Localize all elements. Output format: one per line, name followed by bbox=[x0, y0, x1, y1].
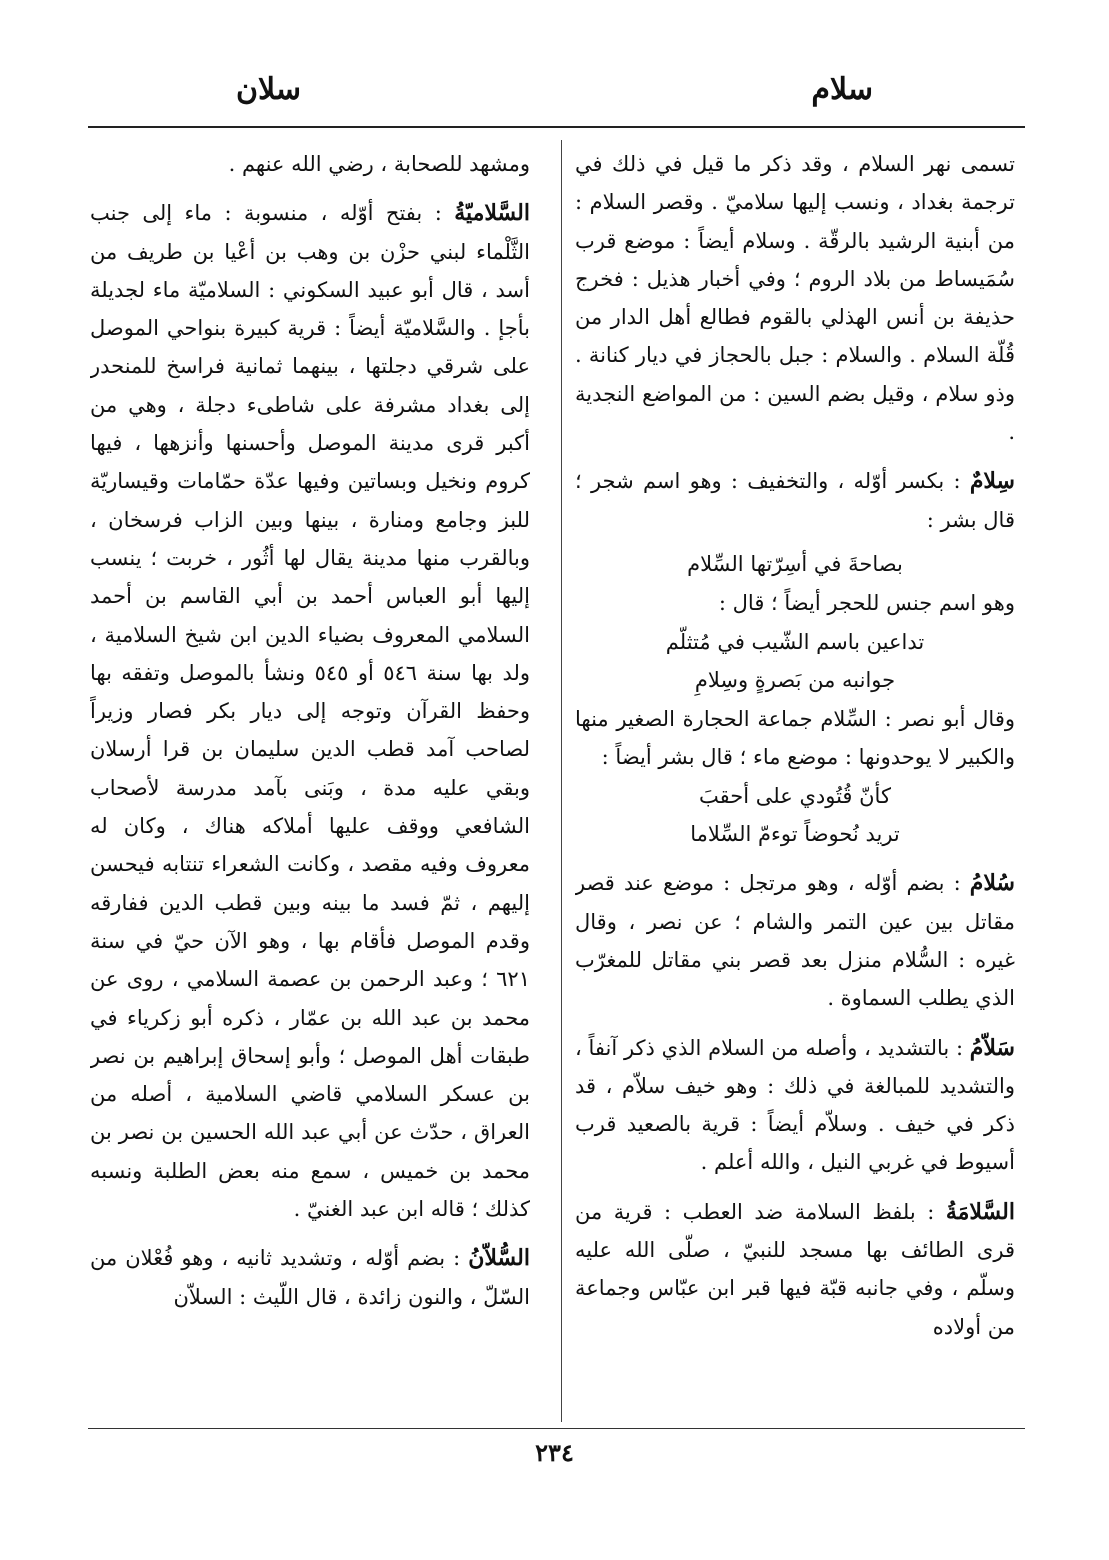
entry-text: : بالتشديد ، وأصله من السلام الذي ذكر آنفاً ، والتشديد للمبالغة في ذلك : وهو خيف سلاّم ، قد ذكر في خيف . وسلاّم أيضاً : قرية بالصعيد قرب أسيوط في غربي النيل ، والله أعلم . bbox=[575, 1035, 1015, 1175]
header-rule bbox=[88, 126, 1025, 128]
page-header bbox=[88, 72, 1021, 118]
entry-text: وقال أبو نصر : السِّلام جماعة الحجارة الصغير منها والكبير لا يوحدونها : موضع ماء ؛ قال بشر أيضاً : bbox=[575, 707, 1015, 770]
headword: سَلاّمُ bbox=[969, 1034, 1015, 1061]
entry-sulam bbox=[575, 859, 1015, 1017]
running-head-left: سلان bbox=[236, 72, 302, 107]
entry-silam bbox=[575, 457, 1015, 539]
entry-text: : بلفظ السلامة ضد العطب : قرية من قرى الطائف بها مسجد للنبيّ ، صلّى الله عليه وسلّم ، وفي جانبه قبّة فيها قبر ابن عبّاس وجماعة من أولاده bbox=[575, 1199, 1015, 1339]
headword: السَّلامَةُ bbox=[945, 1198, 1015, 1225]
entry-text: وهو اسم جنس للحجر أيضاً ؛ قال : bbox=[718, 591, 1015, 616]
headword: سُلامُ bbox=[969, 870, 1015, 897]
entry-text: : بضم أوّله ، وتشديد ثانيه ، وهو فُعْلان من السّلّ ، والنون زائدة ، قال اللّيث : السلاّن bbox=[90, 1246, 530, 1309]
verse-line: تريد نُحوضاً توءمّ السِّلاما bbox=[690, 822, 900, 847]
verse-line: كأنّ قُتُودي على أحقبَ bbox=[699, 783, 891, 808]
left-column bbox=[90, 140, 530, 1420]
entry-text: : بكسر أوّله ، والتخفيف : وهو اسم شجر ؛ قال بشر : bbox=[575, 469, 1015, 532]
entry-alsalamiyya bbox=[90, 189, 530, 1228]
right-intro-text: تسمى نهر السلام ، وقد ذكر ما قيل في ذلك في ترجمة بغداد ، ونسب إليها سلاميّ . وقصر السلام : من أبنية الرشيد بالرقّة . وسلام أيضاً : موضع قرب سُمَيساط من بلاد الروم ؛ وفي أخبار هذيل : فخرج حذيفة بن أنس الهذلي بالقوم فطالع أهل الدار من قُلّة السلام . والسلام : جبل بالحجاز في ديار كنانة . وذو سلام ، وقيل بضم السين : من المواضع النجدية . bbox=[575, 152, 1015, 445]
column-divider bbox=[561, 140, 562, 1422]
headword: سِلامٌ bbox=[969, 468, 1015, 495]
entry-sallam bbox=[575, 1024, 1015, 1182]
entry-alsullan bbox=[90, 1234, 530, 1316]
verse-line: جوانبه من بَصرةٍ وسِلامِ bbox=[694, 667, 896, 692]
running-head-right: سلام bbox=[811, 72, 873, 107]
verse-line: بصاحةَ في أسِرّتها السِّلام bbox=[687, 551, 903, 576]
footer-rule bbox=[88, 1428, 1025, 1429]
entry-text: : بضم أوّله ، وهو مرتجل : موضع عند قصر مقاتل بين عين التمر والشام ؛ عن نصر ، وقال غيره : السُّلام منزل بعد قصر بني مقاتل للمغرّب الذي يطلب السماوة . bbox=[575, 871, 1015, 1011]
left-intro-text: ومشهد للصحابة ، رضي الله عنهم . bbox=[228, 152, 530, 176]
headword: السَّلاميّةُ bbox=[454, 200, 530, 227]
right-column bbox=[575, 140, 1015, 1420]
page-number: ٢٣٤ bbox=[535, 1438, 574, 1467]
headword: السُّلاّنُ bbox=[468, 1245, 530, 1272]
entry-alsalama bbox=[575, 1188, 1015, 1346]
entry-text: : بفتح أوّله ، منسوبة : ماء إلى جنب الثَّلْماء لبني حزْن بن وهب بن أعْيا بن طريف من أسد ، قال أبو عبيد السكوني : السلاميّة ماء لجديلة بأجإ . والسَّلاميّة أيضاً : قرية كبيرة بنواحي الموصل على شرقي دجلتها ، بينهما ثمانية فراسخ للمنحدر إلى بغداد مشرفة على شاطىء دجلة ، وهي من أكبر قرى مدينة الموصل وأحسنها وأنزهها ، فيها كروم ونخيل وبساتين وفيها عدّة حمّامات وقيساريّة للبز وجامع ومنارة ، بينها وبين الزاب فرسخان ، وبالقرب منها مدينة يقال لها أثُور ، خربت ؛ ينسب إليها أبو العباس أحمد بن أبي القاسم بن أحمد السلامي المعروف بضياء الدين ابن شيخ السلامية ، ولد بها سنة ٥٤٦ أو ٥٤٥ ونشأ بالموصل وتفقه بها وحفظ القرآن وتوجه إلى ديار بكر فصار وزيراً لصاحب آمد قطب الدين سليمان بن قرا أرسلان وبقي عليه مدة ، وبَنى بآمد مدرسة لأصحاب الشافعي ووقف عليها أملاكه هناك ، وكان له معروف وفيه مقصد ، وكانت الشعراء تنتابه فيحسن إليهم ، ثمّ فسد ما بينه وبين قطب الدين ففارقه وقدم الموصل فأقام بها ، وهو الآن حيّ في سنة ٦٢١ ؛ وعبد الرحمن بن عصمة السلامي ، روى عن محمد بن عبد الله بن عمّار ، ذكره أبو زكرياء في طبقات أهل الموصل ؛ وأبو إسحاق إبراهيم بن نصر بن عسكر السلامي قاضي السلامية ، أصله من العراق ، حدّث عن أبي عبد الله الحسين بن نصر بن محمد بن خميس ، سمع منه بعض الطلبة ونسبه كذلك ؛ قاله ابن عبد الغنيّ . bbox=[90, 201, 530, 1222]
verse-line: تداعين باسم الشّيب في مُتثلّم bbox=[665, 629, 925, 654]
